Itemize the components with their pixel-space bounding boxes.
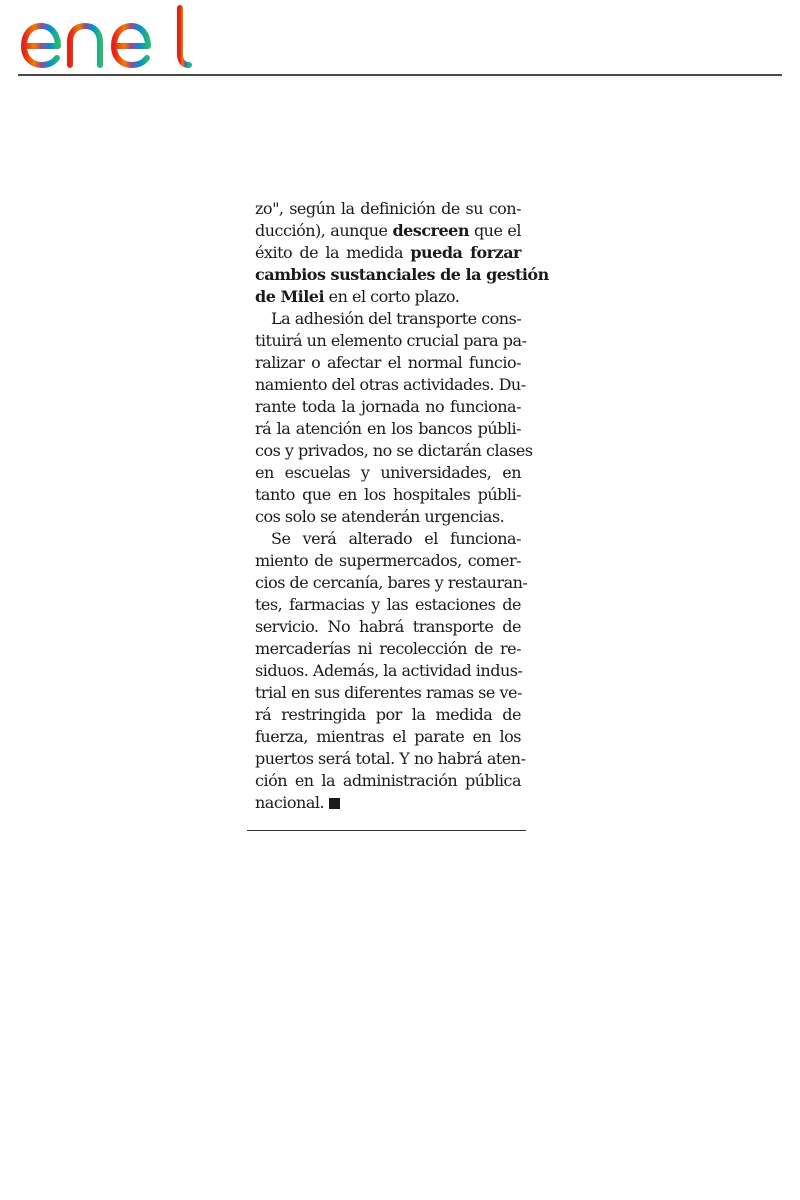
text-line: éxito de la medida pueda forzar <box>255 243 521 262</box>
enel-logo <box>18 4 193 70</box>
paragraph-2 <box>255 308 533 528</box>
text-line: namiento del otras actividades. Du- <box>255 375 526 394</box>
text-line: siduos. Además, la actividad indus- <box>255 661 523 680</box>
paragraph-3 <box>255 528 528 814</box>
text-line: tituirá un elemento crucial para pa- <box>255 331 527 350</box>
text-line: La adhesión del transporte cons- <box>271 309 522 328</box>
bold-phrase: descreen <box>392 221 469 240</box>
bold-phrase: de Milei <box>255 287 325 306</box>
text-line: zo", según la definición de su con- <box>255 199 521 218</box>
text-line: Se verá alterado el funciona- <box>271 529 521 548</box>
text-line: miento de supermercados, comer- <box>255 551 521 570</box>
header-divider <box>18 74 782 76</box>
text-line: puertos será total. Y no habrá aten- <box>255 749 526 768</box>
text-line: fuerza, mientras el parate en los <box>255 727 521 746</box>
article-end-divider <box>247 830 526 831</box>
text-line: cos y privados, no se dictarán clases <box>255 441 533 460</box>
page-header <box>0 0 800 80</box>
text-line: rante toda la jornada no funciona- <box>255 397 521 416</box>
article-column <box>255 198 549 814</box>
text-line: ralizar o afectar el normal funcio- <box>255 353 521 372</box>
paragraph-1 <box>255 198 549 308</box>
text-line: servicio. No habrá transporte de <box>255 617 521 636</box>
text-line: mercaderías ni recolección de re- <box>255 639 521 658</box>
text-line: rá restringida por la medida de <box>255 705 521 724</box>
text-line: cambios sustanciales de la gestión <box>255 265 549 284</box>
text-line: tes, farmacias y las estaciones de <box>255 595 521 614</box>
text-line: de Milei en el corto plazo. <box>255 287 460 306</box>
text-line: rá la atención en los bancos públi- <box>255 419 521 438</box>
end-of-article-mark <box>329 798 340 809</box>
text-line: cios de cercanía, bares y restauran- <box>255 573 528 592</box>
bold-phrase: pueda forzar <box>410 243 521 262</box>
text-line: ducción), aunque descreen que el <box>255 221 521 240</box>
text-line: cos solo se atenderán urgencias. <box>255 507 505 526</box>
text-line: tanto que en los hospitales públi- <box>255 485 521 504</box>
text-line: en escuelas y universidades, en <box>255 463 521 482</box>
text-line: trial en sus diferentes ramas se ve- <box>255 683 522 702</box>
text-line: ción en la administración pública <box>255 771 521 790</box>
text-line: nacional. <box>255 792 521 814</box>
